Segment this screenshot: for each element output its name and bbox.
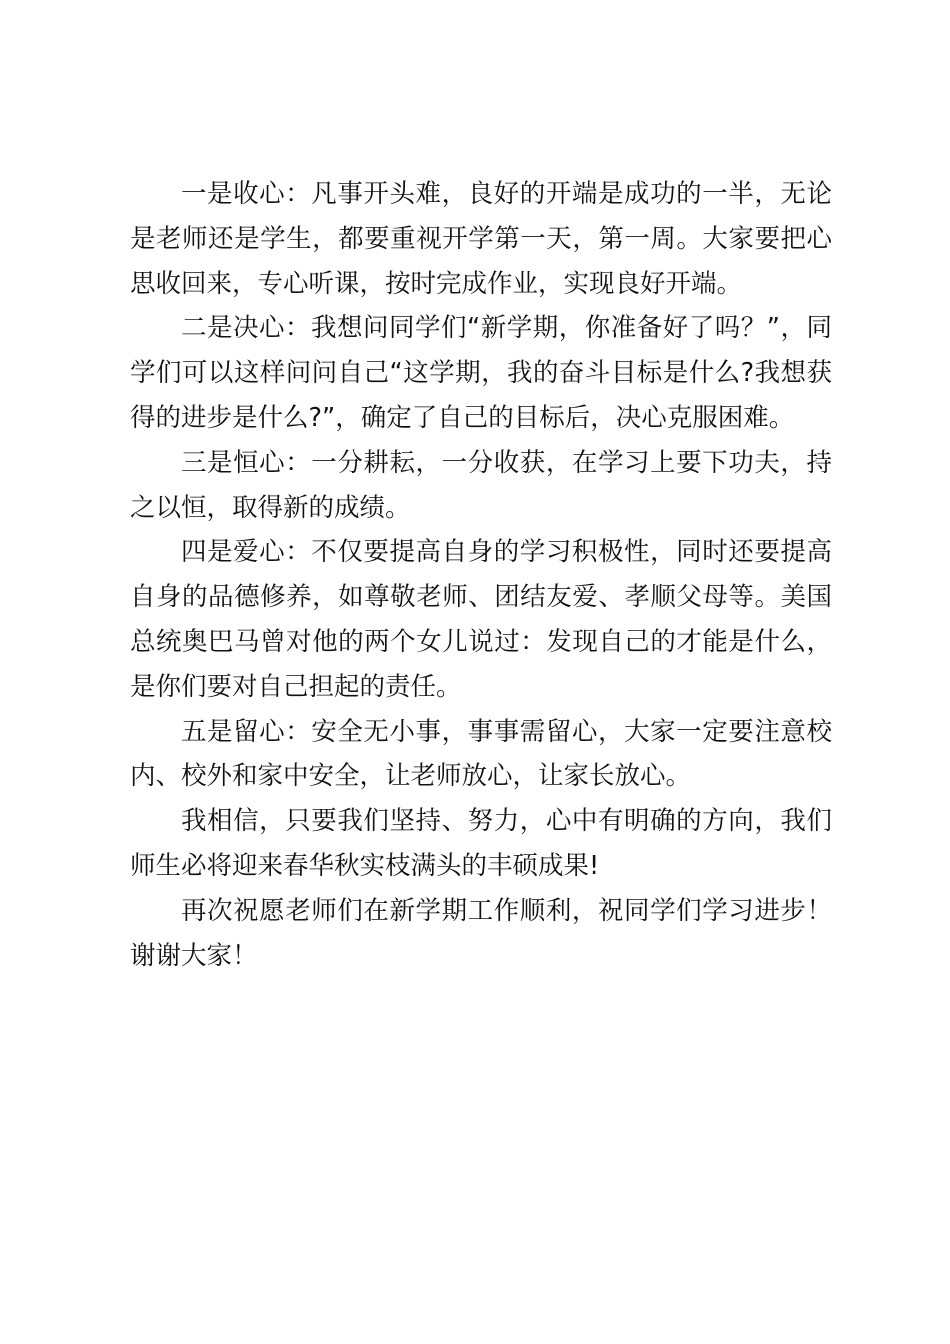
paragraph-belief: 我相信，只要我们坚持、努力，心中有明确的方向，我们师生必将迎来春华秋实枝满头的丰硕成果! <box>130 806 832 881</box>
paragraph-juexin: 二是决心：我想问同学们“新学期，你准备好了吗？”，同学们可以这样问问自己“这学期，我的奋斗目标是什么?我想获得的进步是什么?”，确定了自己的目标后，决心克服困难。 <box>130 313 832 433</box>
paragraph-closing: 再次祝愿老师们在新学期工作顺利，祝同学们学习进步！谢谢大家！ <box>130 895 832 971</box>
paragraph-liuxin: 五是留心：安全无小事，事事需留心，大家一定要注意校内、校外和家中安全，让老师放心，让家长放心。 <box>130 716 832 792</box>
paragraph-hengxin: 三是恒心：一分耕耘，一分收获，在学习上要下功夫，持之以恒，取得新的成绩。 <box>130 447 832 523</box>
paragraph-shouxin: 一是收心：凡事开头难，良好的开端是成功的一半，无论是老师还是学生，都要重视开学第一天，第一周。大家要把心思收回来，专心听课，按时完成作业，实现良好开端。 <box>130 179 832 299</box>
paragraph-aixin: 四是爱心：不仅要提高自身的学习积极性，同时还要提高自身的品德修养，如尊敬老师、团结友爱、孝顺父母等。美国总统奥巴马曾对他的两个女儿说过：发现自己的才能是什么，是你们要对自己担起的责任。 <box>130 537 832 702</box>
document-body <box>130 172 832 978</box>
